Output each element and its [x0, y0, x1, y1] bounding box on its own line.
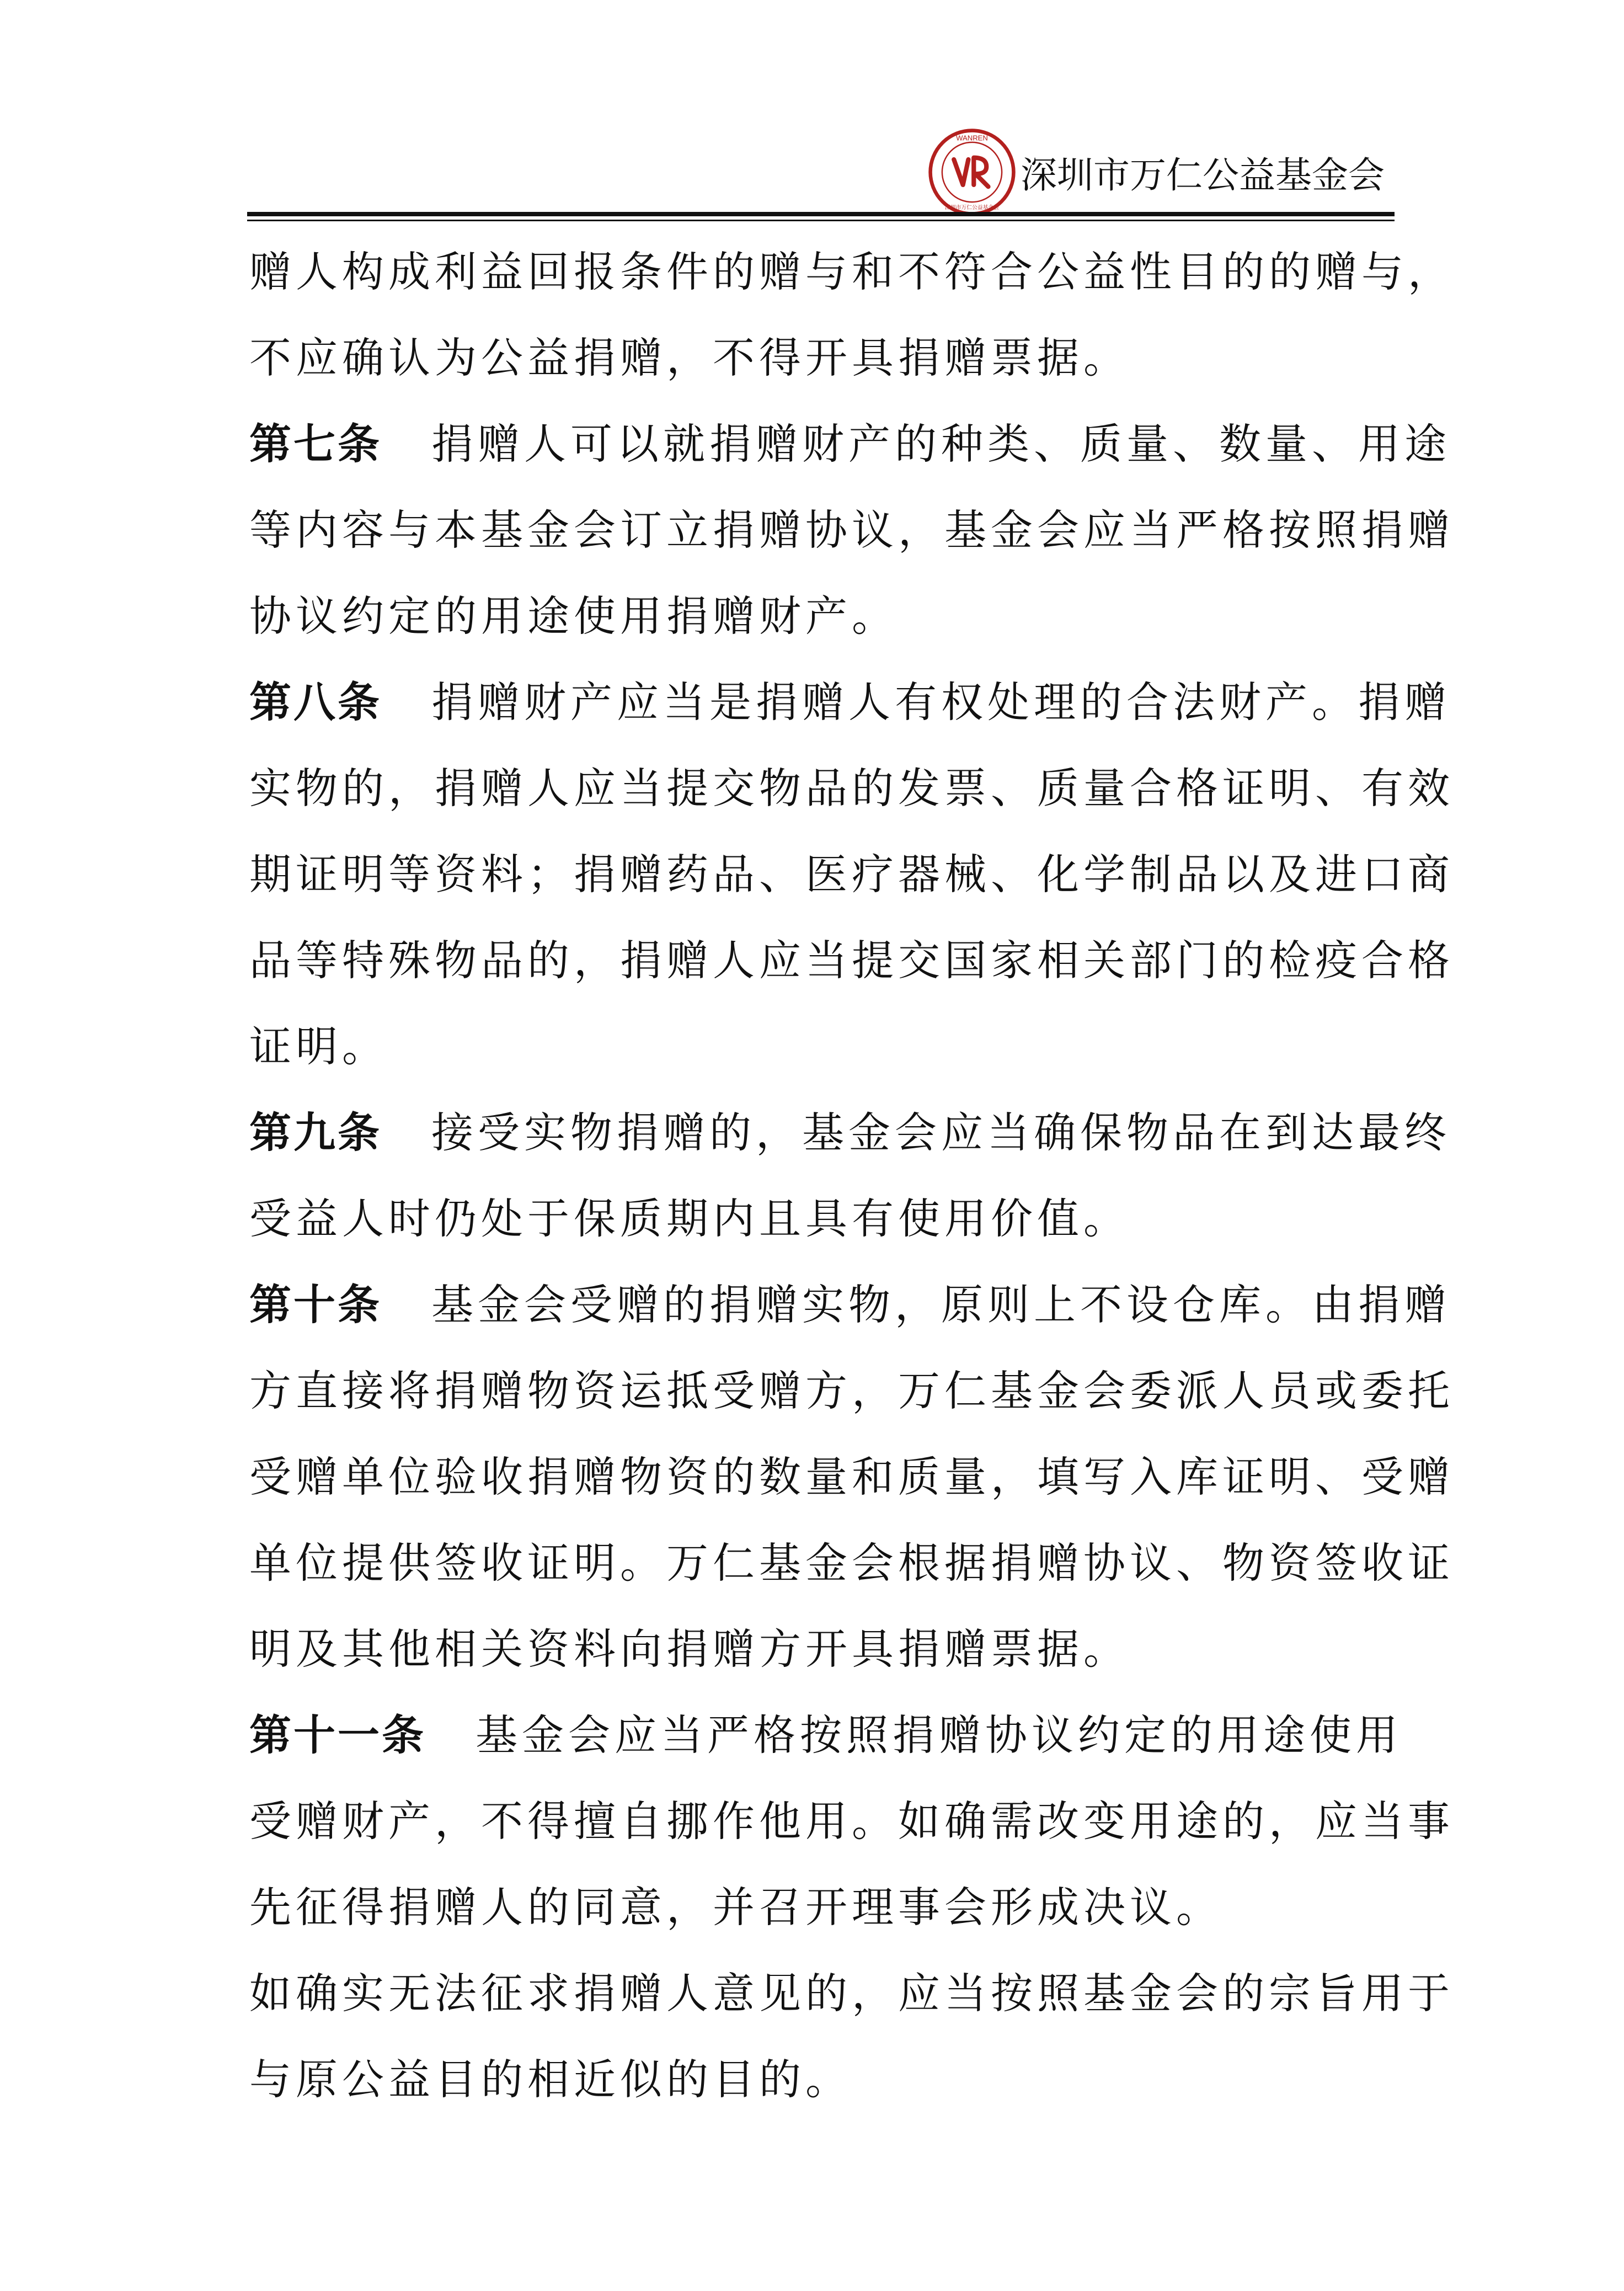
foundation-logo — [927, 127, 1017, 217]
article-label: 第九条 — [249, 1108, 382, 1157]
organization-name: 深圳市万仁公益基金会 — [1021, 154, 1385, 196]
article-7-heading-line — [249, 401, 1451, 487]
line-text: 先征得捐赠人的同意，并召开理事会形成决议。 — [249, 1883, 1222, 1932]
line-text: 品等特殊物品的，捐赠人应当提交国家相关部门的检疫合格 — [249, 936, 1454, 985]
line-text: 单位提供签收证明。万仁基金会根据捐赠协议、物资签收证 — [249, 1538, 1454, 1587]
article-8-heading-line — [249, 659, 1451, 745]
line-text: 基金会应当严格按照捐赠协议约定的用途使用 — [476, 1711, 1402, 1760]
text-line — [249, 1951, 1454, 2037]
article-label: 第十一条 — [249, 1711, 426, 1760]
line-text: 明及其他相关资料向捐赠方开具捐赠票据。 — [249, 1624, 1130, 1674]
text-line — [249, 1348, 1454, 1434]
article-11-heading-line — [249, 1692, 1402, 1778]
text-line — [249, 1864, 1402, 1951]
text-line — [249, 1778, 1454, 1864]
line-text: 受益人时仍处于保质期内且具有使用价值。 — [249, 1194, 1130, 1243]
line-text: 等内容与本基金会订立捐赠协议，基金会应当严格按照捐赠 — [249, 505, 1454, 555]
text-line — [249, 745, 1454, 832]
text-line — [249, 229, 1454, 315]
line-text: 赠人构成利益回报条件的赠与和不符合公益性目的的赠与， — [249, 247, 1454, 296]
line-text: 如确实无法征求捐赠人意见的，应当按照基金会的宗旨用于 — [249, 1969, 1454, 2018]
document-body — [249, 229, 1454, 2123]
line-text: 方直接将捐赠物资运抵受赠方，万仁基金会委派人员或委托 — [249, 1366, 1454, 1415]
article-label: 第八条 — [249, 678, 382, 727]
text-line — [249, 832, 1454, 918]
line-text: 接受实物捐赠的，基金会应当确保物品在到达最终 — [431, 1108, 1451, 1157]
article-9-heading-line — [249, 1090, 1451, 1176]
text-line — [249, 1606, 1402, 1692]
logo-ring-text: WANREN — [956, 134, 988, 142]
text-line — [249, 315, 1402, 401]
text-line — [249, 573, 1402, 659]
article-label: 第十条 — [249, 1280, 382, 1329]
line-text: 受赠单位验收捐赠物资的数量和质量，填写入库证明、受赠 — [249, 1452, 1454, 1501]
line-text: 与原公益目的相近似的目的。 — [249, 2055, 852, 2104]
header-rule-thin — [247, 220, 1395, 221]
text-line — [249, 1176, 1402, 1262]
line-text: 协议约定的用途使用捐赠财产。 — [249, 592, 898, 641]
text-line — [249, 918, 1454, 1004]
article-label: 第七条 — [249, 419, 382, 468]
text-line — [249, 1004, 1402, 1090]
header-rule-thick — [247, 212, 1395, 216]
line-text: 受赠财产，不得擅自挪作他用。如确需改变用途的，应当事 — [249, 1797, 1454, 1846]
logo-ring-text-bottom: 深圳市万仁公益基金会 — [944, 205, 1000, 211]
text-line — [249, 487, 1454, 573]
text-line — [249, 1520, 1454, 1606]
line-text: 捐赠人可以就捐赠财产的种类、质量、数量、用途 — [431, 419, 1451, 468]
article-10-heading-line — [249, 1262, 1451, 1348]
text-line — [249, 1434, 1454, 1520]
line-text: 期证明等资料；捐赠药品、医疗器械、化学制品以及进口商 — [249, 850, 1454, 899]
line-text: 捐赠财产应当是捐赠人有权处理的合法财产。捐赠 — [431, 678, 1451, 727]
line-text: 实物的，捐赠人应当提交物品的发票、质量合格证明、有效 — [249, 764, 1454, 813]
page-header — [247, 127, 1395, 215]
line-text: 证明。 — [249, 1022, 388, 1071]
line-text: 不应确认为公益捐赠，不得开具捐赠票据。 — [249, 333, 1130, 382]
line-text: 基金会受赠的捐赠实物，原则上不设仓库。由捐赠 — [431, 1280, 1451, 1329]
text-line — [249, 2037, 1402, 2123]
